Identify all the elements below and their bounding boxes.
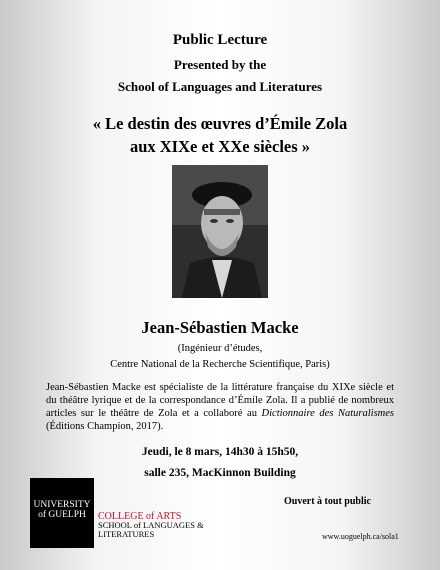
school-line2: LITERATURES [98,529,155,539]
open-to-public: Ouvert à tout public [284,496,371,507]
school-name: School of Languages and Literatures [117,79,323,94]
lecture-title-line2: aux XIXe et XXe siècles » [129,137,311,156]
bio-text-end: (Éditions Champion, 2017). [46,421,164,432]
bio-book-title: Dictionnaire des Naturalismes [261,408,394,419]
logo-text-line1: UNIVERSITY [33,500,91,510]
website-url[interactable]: www.uoguelph.ca/sola1 [322,532,399,541]
school-line1: SCHOOL of LANGUAGES & [98,520,204,530]
university-logo [30,478,94,548]
poster-heading: Public Lecture [172,32,268,48]
bio-text: Jean-Sébastien Macke est spécialiste de la littérature française du XIXe siècle et du théâtre lyrique et de la correspondance d’Émile Zola. Il a publié de nombreux articles sur le théâtre de Zola et a collaboré au [46,382,394,419]
lecture-title-line1: « Le destin des œuvres d’Émile Zola [92,114,348,133]
portrait-photo [172,165,268,298]
college-block [98,512,204,539]
speaker-institution: Centre National de la Recherche Scientifique, Paris) [110,359,330,370]
event-location: salle 235, MacKinnon Building [144,467,296,479]
event-date: Jeudi, le 8 mars, 14h30 à 15h50, [141,446,299,458]
speaker-role: (Ingénieur d’études, [177,343,263,354]
presented-by: Presented by the [173,57,267,72]
logo-text-line2: of GUELPH [38,510,86,520]
speaker-name: Jean-Sébastien Macke [141,318,299,337]
college-name: COLLEGE of ARTS [98,511,182,522]
speaker-biography [46,381,394,433]
